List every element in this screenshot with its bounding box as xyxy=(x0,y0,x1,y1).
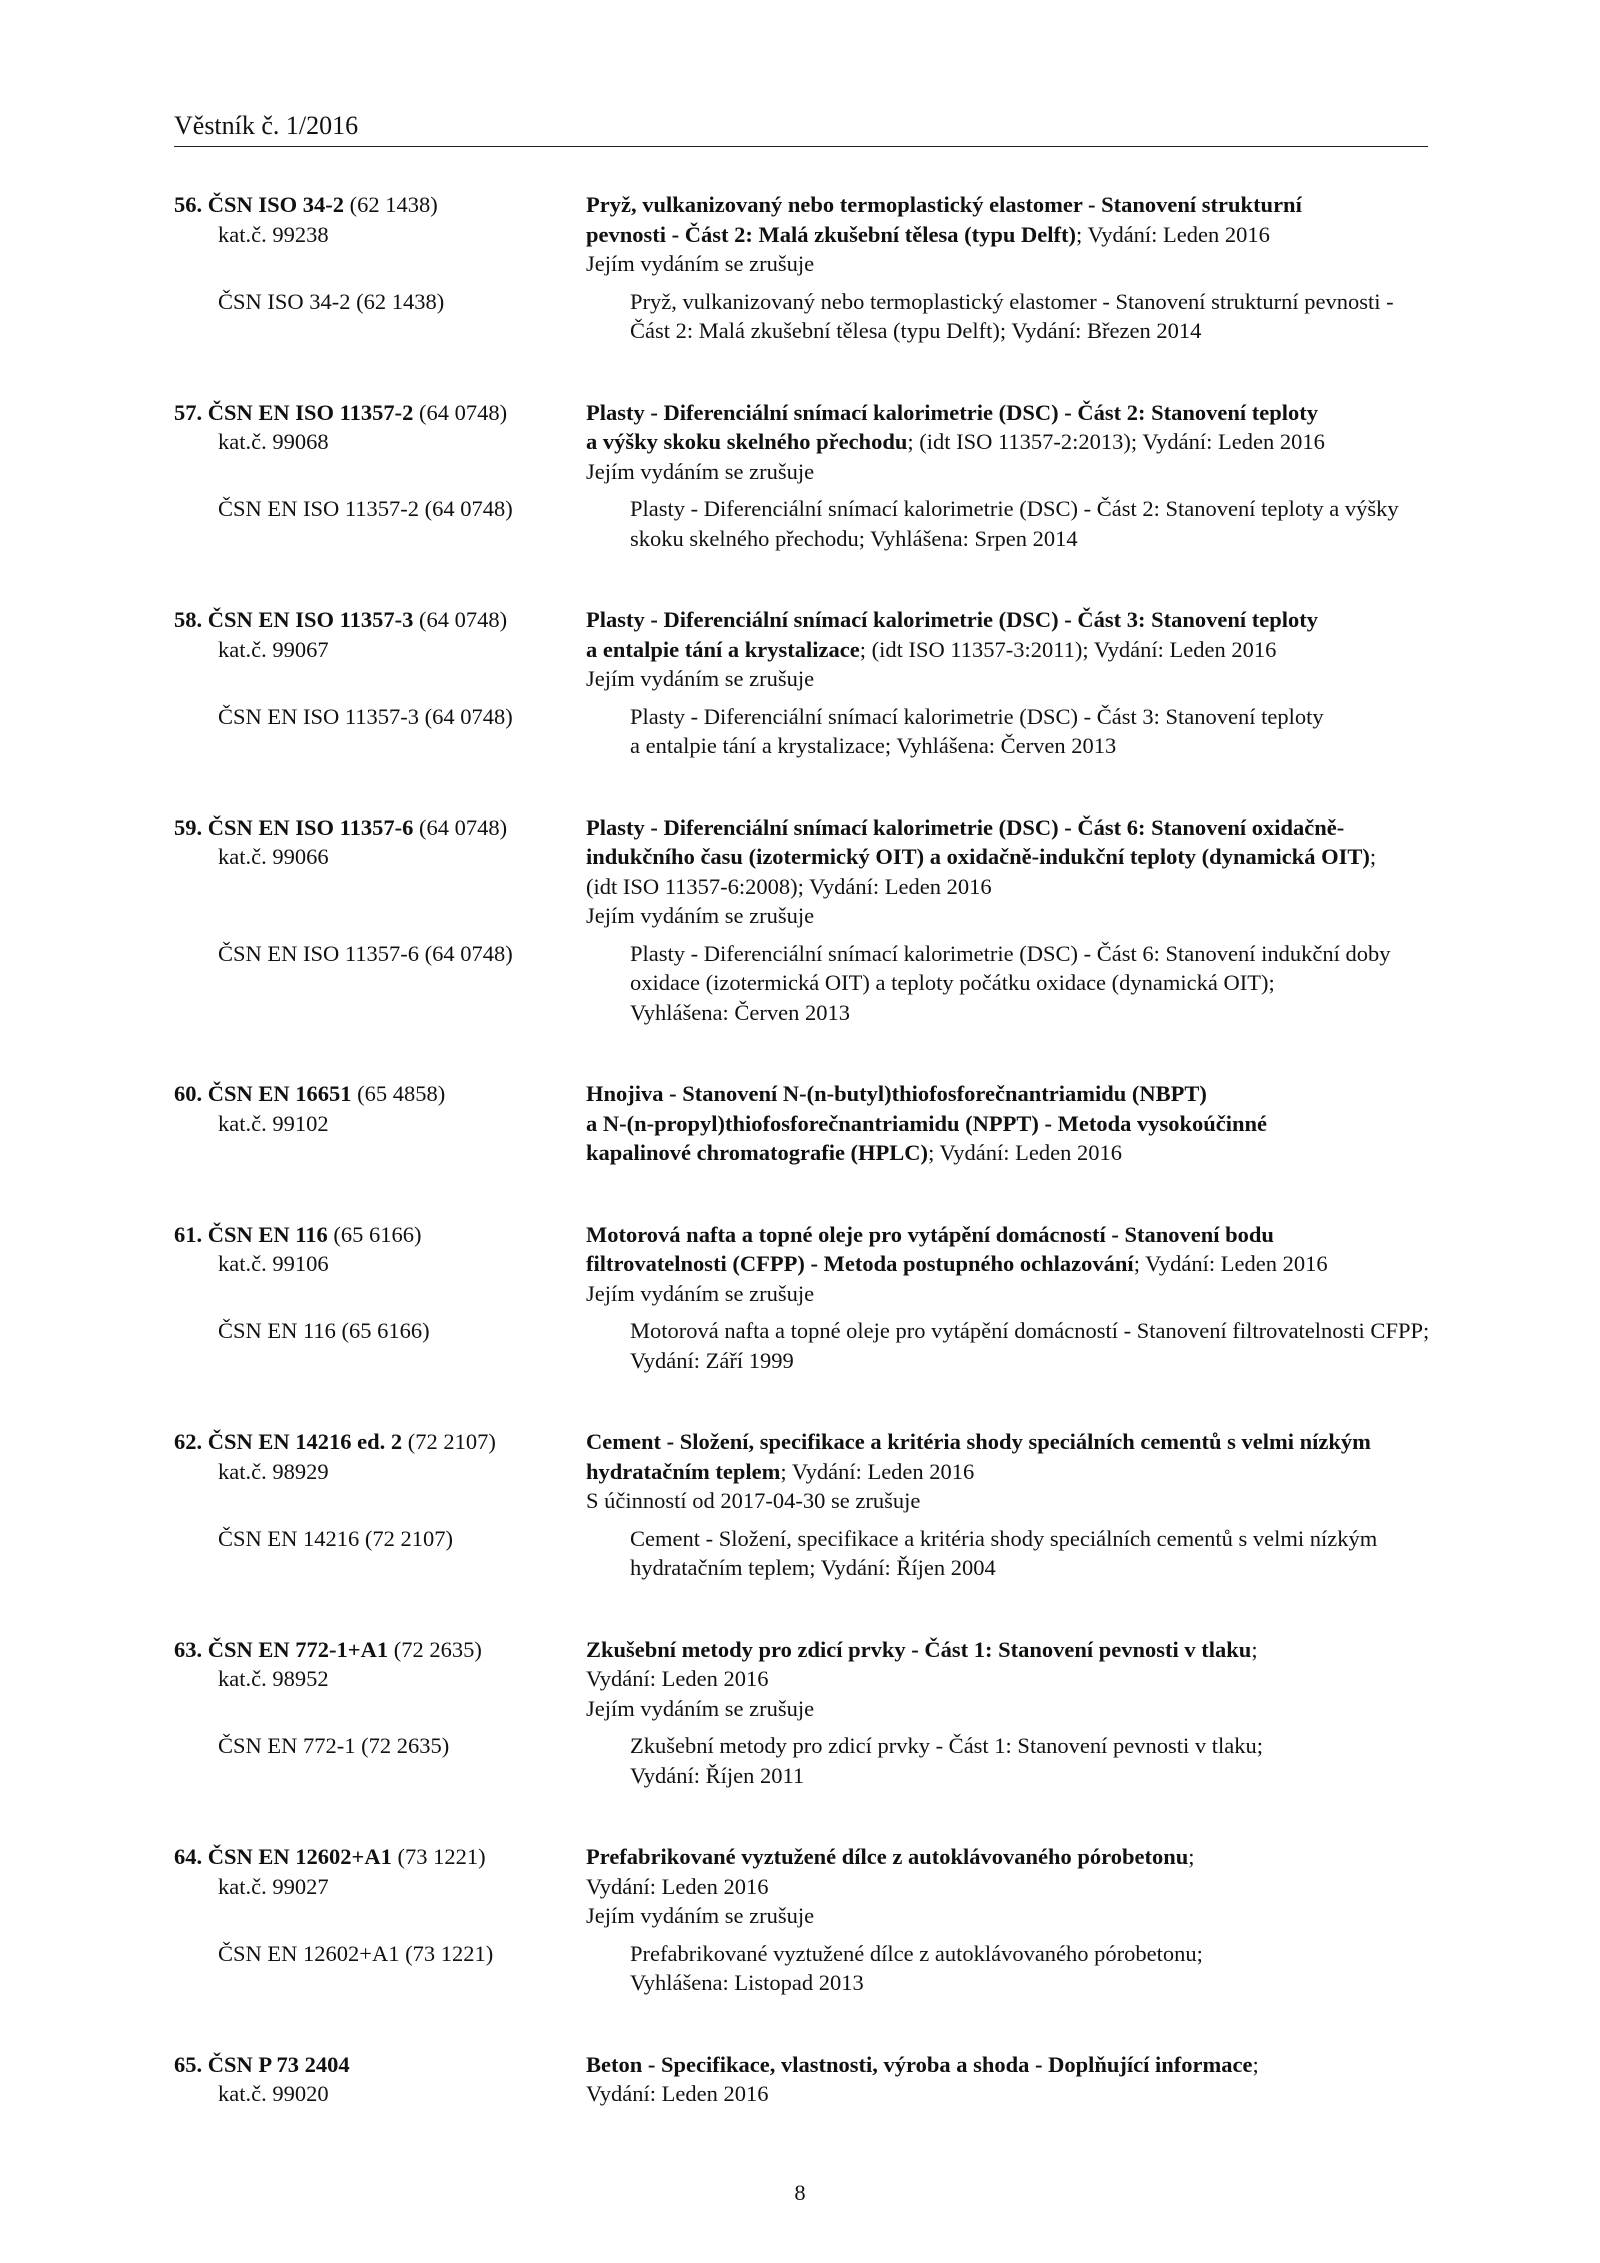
entry-identifier xyxy=(174,813,586,931)
title-text: hydratačním teplem xyxy=(586,1458,781,1484)
entry-number: 59. xyxy=(174,814,203,840)
replaced-line: a entalpie tání a krystalizace; Vyhlášena: Červen 2013 xyxy=(630,733,1117,758)
entry-number: 64. xyxy=(174,1844,203,1869)
replaced-standard-row xyxy=(174,287,1434,346)
entry-main-row xyxy=(174,1079,1434,1168)
catalog-number: kat.č. 99027 xyxy=(218,1873,329,1899)
standard-entry xyxy=(174,1220,1434,1376)
entry-description xyxy=(586,190,1434,279)
entry-code-line xyxy=(174,2050,586,2080)
entry-identifier xyxy=(174,1427,586,1516)
entry-identifier xyxy=(174,1842,586,1931)
standard-code: ČSN EN ISO 11357-2 xyxy=(207,399,414,425)
standard-code: ČSN ISO 34-2 xyxy=(207,192,345,217)
replaced-line: Vydání: Září 1999 xyxy=(630,1347,794,1373)
title-line xyxy=(586,635,1434,665)
entry-number: 56. xyxy=(174,192,203,217)
entry-code-line xyxy=(174,1079,586,1109)
entry-list xyxy=(174,190,1434,2109)
title-line xyxy=(586,1457,1434,1487)
issue-info: ; (idt ISO 11357-2:2013); Vydání: Leden 2016 xyxy=(907,429,1325,454)
title-text: Prefabrikované vyztužené dílce z autoklávovaného pórobetonu xyxy=(586,1844,1189,1869)
issue-info: ; (idt ISO 11357-3:2011); Vydání: Leden 2016 xyxy=(859,636,1277,662)
standard-code: ČSN EN 12602+A1 xyxy=(207,1844,392,1869)
replaced-line: Plasty - Diferenciální snímací kalorimetrie (DSC) - Část 6: Stanovení indukční doby xyxy=(630,940,1391,966)
sorting-code: (72 2635) xyxy=(388,1636,482,1662)
replaced-description xyxy=(630,494,1434,553)
catalog-number: kat.č. 99106 xyxy=(218,1251,329,1276)
standard-entry xyxy=(174,398,1434,554)
title-line xyxy=(586,427,1434,457)
standard-entry xyxy=(174,1079,1434,1168)
replaced-description xyxy=(630,1524,1434,1583)
entry-main-row xyxy=(174,1842,1434,1931)
replaced-description xyxy=(630,702,1434,761)
entry-description xyxy=(586,1220,1434,1309)
entry-description xyxy=(586,1635,1434,1724)
entry-number: 65. xyxy=(174,2051,203,2077)
title-text: Hnojiva - Stanovení N-(n-butyl)thiofosforečnantriamidu (NBPT) xyxy=(586,1081,1207,1106)
replaced-code: ČSN EN 14216 (72 2107) xyxy=(218,1525,453,1551)
title-line xyxy=(586,1079,1434,1109)
replaced-line: skoku skelného přechodu; Vyhlášena: Srpen 2014 xyxy=(630,525,1078,551)
entry-code-line xyxy=(174,1635,586,1665)
replaced-line: Prefabrikované vyztužené dílce z autoklávovaného pórobetonu; xyxy=(630,1940,1203,1966)
title-text: filtrovatelnosti (CFPP) - Metoda postupného ochlazování xyxy=(586,1251,1134,1276)
standard-entry xyxy=(174,2050,1434,2109)
title-text: Plasty - Diferenciální snímací kalorimetrie (DSC) - Část 2: Stanovení teploty xyxy=(586,399,1318,425)
replaced-line: Motorová nafta a topné oleje pro vytápění domácností - Stanovení filtrovatelnosti CFPP; xyxy=(630,1318,1430,1343)
title-text: kapalinové chromatografie (HPLC) xyxy=(586,1140,929,1165)
replaced-line: Zkušební metody pro zdicí prvky - Část 1: Stanovení pevnosti v tlaku; xyxy=(630,1733,1264,1758)
title-line xyxy=(586,842,1434,872)
standard-code: ČSN P 73 2404 xyxy=(207,2051,350,2077)
title-text: a výšky skoku skelného přechodu xyxy=(586,429,908,454)
entry-main-row xyxy=(174,398,1434,487)
entry-description xyxy=(586,2050,1434,2109)
title-text: Beton - Specifikace, vlastnosti, výroba a shoda - Doplňující informace xyxy=(586,2051,1253,2077)
withdrawal-note: Jejím vydáním se zrušuje xyxy=(586,1280,815,1306)
entry-identifier xyxy=(174,1635,586,1724)
withdrawal-note: Jejím vydáním se zrušuje xyxy=(586,1903,815,1928)
sorting-code: (72 2107) xyxy=(402,1429,496,1454)
issue-info-line: Vydání: Leden 2016 xyxy=(586,1666,769,1691)
replaced-code: ČSN EN 12602+A1 (73 1221) xyxy=(218,1940,494,1966)
withdrawal-note: S účinností od 2017-04-30 se zrušuje xyxy=(586,1488,921,1513)
withdrawal-note: Jejím vydáním se zrušuje xyxy=(586,666,815,691)
issue-info-line: Vydání: Leden 2016 xyxy=(586,1873,769,1899)
catalog-number: kat.č. 99067 xyxy=(218,636,329,662)
page-number: 8 xyxy=(794,2180,806,2205)
title-line xyxy=(586,605,1434,635)
standard-entry xyxy=(174,605,1434,761)
entry-identifier xyxy=(174,605,586,694)
entry-main-row xyxy=(174,605,1434,694)
standard-entry xyxy=(174,1427,1434,1583)
replaced-description xyxy=(630,1731,1434,1790)
entry-number: 60. xyxy=(174,1081,203,1106)
replaced-standard-row xyxy=(174,1939,1434,1998)
withdrawal-note: Jejím vydáním se zrušuje xyxy=(586,1695,815,1721)
replaced-description xyxy=(630,287,1434,346)
entry-code-line xyxy=(174,813,586,843)
entry-description xyxy=(586,398,1434,487)
entry-main-row xyxy=(174,1427,1434,1516)
title-line xyxy=(586,2050,1434,2080)
page-header xyxy=(174,108,1428,147)
standard-entry xyxy=(174,813,1434,1028)
sorting-code: (65 4858) xyxy=(351,1081,446,1106)
issue-info: ; Vydání: Leden 2016 xyxy=(928,1140,1122,1165)
entry-description xyxy=(586,1079,1434,1168)
replaced-line: oxidace (izotermická OIT) a teploty počátku oxidace (dynamická OIT); xyxy=(630,970,1275,995)
title-line xyxy=(586,220,1434,250)
journal-title: Věstník č. 1/2016 xyxy=(174,111,359,140)
title-line xyxy=(586,1109,1434,1139)
catalog-number: kat.č. 99066 xyxy=(218,844,329,869)
title-line xyxy=(586,398,1434,428)
withdrawal-note: Jejím vydáním se zrušuje xyxy=(586,458,815,484)
entry-number: 63. xyxy=(174,1636,203,1662)
entry-description xyxy=(586,813,1434,931)
title-text: a entalpie tání a krystalizace xyxy=(586,636,860,662)
entry-code-line xyxy=(174,190,586,220)
title-text: indukčního času (izotermický OIT) a oxidačně-indukční teploty (dynamická OIT) xyxy=(586,844,1370,869)
entry-code-line xyxy=(174,1842,586,1872)
entry-description xyxy=(586,1842,1434,1931)
catalog-number: kat.č. 98952 xyxy=(218,1666,329,1691)
replaced-line: hydratačním teplem; Vydání: Říjen 2004 xyxy=(630,1555,996,1580)
issue-info-line: Vydání: Leden 2016 xyxy=(586,2081,769,2106)
entry-number: 62. xyxy=(174,1429,203,1454)
sorting-code: (64 0748) xyxy=(413,607,508,632)
catalog-number: kat.č. 99238 xyxy=(218,221,329,247)
title-text: Motorová nafta a topné oleje pro vytápění domácností - Stanovení bodu xyxy=(586,1221,1274,1247)
sorting-code: (64 0748) xyxy=(413,399,508,425)
entry-description xyxy=(586,1427,1434,1516)
entry-main-row xyxy=(174,1220,1434,1309)
title-line xyxy=(586,190,1434,220)
entry-main-row xyxy=(174,2050,1434,2109)
replaced-description xyxy=(630,939,1434,1028)
title-line xyxy=(586,1138,1434,1168)
replaced-line: Vydání: Říjen 2011 xyxy=(630,1762,805,1788)
entry-main-row xyxy=(174,190,1434,279)
replaced-line: Pryž, vulkanizovaný nebo termoplastický elastomer - Stanovení strukturní pevnosti - xyxy=(630,288,1394,314)
catalog-number: kat.č. 99102 xyxy=(218,1110,329,1136)
standard-entry xyxy=(174,1842,1434,1998)
replaced-standard-row xyxy=(174,1524,1434,1583)
standard-code: ČSN EN 772-1+A1 xyxy=(207,1636,389,1662)
replaced-code: ČSN EN ISO 11357-6 (64 0748) xyxy=(218,940,513,966)
entry-main-row xyxy=(174,1635,1434,1724)
issue-info: ; xyxy=(1252,2051,1259,2077)
sorting-code: (65 6166) xyxy=(327,1221,422,1247)
replaced-code: ČSN EN ISO 11357-3 (64 0748) xyxy=(218,703,513,729)
issue-info: ; Vydání: Leden 2016 xyxy=(1133,1251,1328,1276)
replaced-standard-row xyxy=(174,494,1434,553)
entry-identifier xyxy=(174,2050,586,2109)
standard-code: ČSN EN ISO 11357-3 xyxy=(207,607,414,632)
entry-code-line xyxy=(174,1427,586,1457)
title-text: a N-(n-propyl)thiofosforečnantriamidu (NPPT) - Metoda vysokoúčinné xyxy=(586,1110,1268,1136)
replaced-line: Vyhlášena: Listopad 2013 xyxy=(630,1970,864,1995)
entry-main-row xyxy=(174,813,1434,931)
entry-identifier xyxy=(174,1220,586,1309)
title-text: Plasty - Diferenciální snímací kalorimetrie (DSC) - Část 3: Stanovení teploty xyxy=(586,607,1318,632)
entry-code-line xyxy=(174,605,586,635)
issue-info: ; Vydání: Leden 2016 xyxy=(1075,221,1270,247)
entry-number: 58. xyxy=(174,607,203,632)
standard-code: ČSN EN 16651 xyxy=(207,1081,352,1106)
replaced-line: Část 2: Malá zkušební tělesa (typu Delft); Vydání: Březen 2014 xyxy=(630,318,1202,343)
entry-code-line xyxy=(174,398,586,428)
standard-entry xyxy=(174,190,1434,346)
standard-code: ČSN EN ISO 11357-6 xyxy=(207,814,414,840)
entry-identifier xyxy=(174,398,586,487)
issue-info-line: (idt ISO 11357-6:2008); Vydání: Leden 2016 xyxy=(586,873,992,899)
sorting-code: (73 1221) xyxy=(391,1844,486,1869)
entry-identifier xyxy=(174,190,586,279)
title-text: Pryž, vulkanizovaný nebo termoplastický elastomer - Stanovení strukturní xyxy=(586,192,1302,217)
sorting-code: (64 0748) xyxy=(413,814,508,840)
entry-number: 61. xyxy=(174,1221,203,1247)
issue-info: ; xyxy=(1251,1636,1258,1662)
title-text: Zkušební metody pro zdicí prvky - Část 1: Stanovení pevnosti v tlaku xyxy=(586,1636,1252,1662)
withdrawal-note: Jejím vydáním se zrušuje xyxy=(586,903,815,928)
issue-info: ; xyxy=(1188,1844,1195,1869)
title-line xyxy=(586,1427,1434,1457)
entry-number: 57. xyxy=(174,399,203,425)
entry-identifier xyxy=(174,1079,586,1168)
replaced-code: ČSN EN ISO 11357-2 (64 0748) xyxy=(218,496,513,521)
replaced-code: ČSN ISO 34-2 (62 1438) xyxy=(218,288,445,314)
title-line xyxy=(586,1842,1434,1872)
replaced-line: Vyhlášena: Červen 2013 xyxy=(630,999,850,1025)
title-line xyxy=(586,1635,1434,1665)
catalog-number: kat.č. 98929 xyxy=(218,1458,329,1484)
title-text: pevnosti - Část 2: Malá zkušební tělesa (typu Delft) xyxy=(586,221,1076,247)
replaced-code: ČSN EN 772-1 (72 2635) xyxy=(218,1733,450,1758)
issue-info: ; Vydání: Leden 2016 xyxy=(780,1458,975,1484)
sorting-code: (62 1438) xyxy=(344,192,438,217)
entry-code-line xyxy=(174,1220,586,1250)
issue-info: ; xyxy=(1369,844,1377,869)
replaced-description xyxy=(630,1316,1434,1375)
title-line xyxy=(586,813,1434,843)
title-line xyxy=(586,1249,1434,1279)
entry-description xyxy=(586,605,1434,694)
standard-entry xyxy=(174,1635,1434,1791)
catalog-number: kat.č. 99068 xyxy=(218,429,329,454)
title-text: Cement - Složení, specifikace a kritéria shody speciálních cementů s velmi nízkým xyxy=(586,1429,1371,1454)
replaced-description xyxy=(630,1939,1434,1998)
title-line xyxy=(586,1220,1434,1250)
title-text: Plasty - Diferenciální snímací kalorimetrie (DSC) - Část 6: Stanovení oxidačně- xyxy=(586,814,1345,840)
standard-code: ČSN EN 14216 ed. 2 xyxy=(207,1429,403,1454)
replaced-code: ČSN EN 116 (65 6166) xyxy=(218,1318,430,1343)
replaced-standard-row xyxy=(174,1731,1434,1790)
withdrawal-note: Jejím vydáním se zrušuje xyxy=(586,251,815,276)
replaced-line: Plasty - Diferenciální snímací kalorimetrie (DSC) - Část 2: Stanovení teploty a výšky xyxy=(630,496,1399,521)
replaced-standard-row xyxy=(174,702,1434,761)
replaced-line: Cement - Složení, specifikace a kritéria shody speciálních cementů s velmi nízkým xyxy=(630,1525,1378,1551)
catalog-number: kat.č. 99020 xyxy=(218,2081,329,2106)
replaced-standard-row xyxy=(174,1316,1434,1375)
replaced-standard-row xyxy=(174,939,1434,1028)
standard-code: ČSN EN 116 xyxy=(207,1221,328,1247)
replaced-line: Plasty - Diferenciální snímací kalorimetrie (DSC) - Část 3: Stanovení teploty xyxy=(630,703,1324,729)
